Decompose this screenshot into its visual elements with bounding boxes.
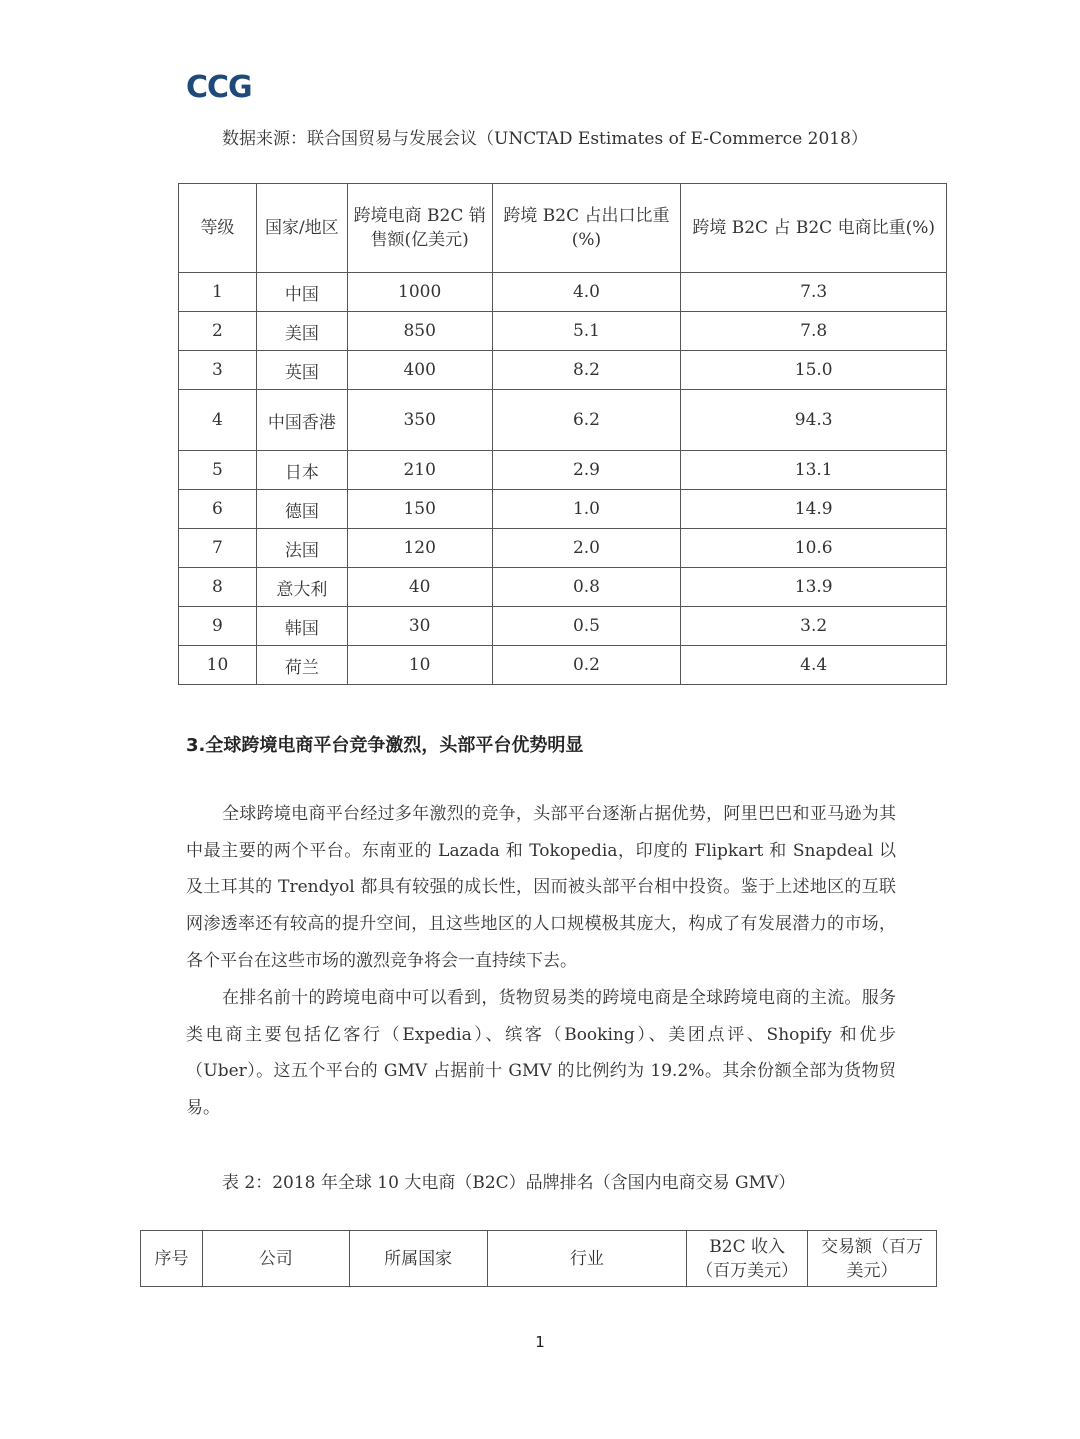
cell-export-share: 4.0 (492, 273, 681, 312)
table-row (179, 607, 947, 646)
cell-sales: 400 (347, 351, 492, 390)
cell-country: 中国 (256, 273, 347, 312)
cell-country: 中国香港 (256, 390, 347, 451)
cell-country: 日本 (256, 451, 347, 490)
table-row (179, 490, 947, 529)
cell-b2c-share: 14.9 (681, 490, 947, 529)
cell-country: 韩国 (256, 607, 347, 646)
cell-sales: 150 (347, 490, 492, 529)
body-paragraph: 全球跨境电商平台经过多年激烈的竞争，头部平台逐渐占据优势，阿里巴巴和亚马逊为其中最主要的两个平台。东南亚的 Lazada 和 Tokopedia，印度的 Flipkart 和 Snapdeal 以及土耳其的 Trendyol 都具有较强的成长性，因而被头部平台相中投资。鉴于上述地区的互联网渗透率还有较高的提升空间，且这些地区的人口规模极其庞大，构成了有发展潜力的市场，各个平台在这些市场的激烈竞争将会一直持续下去。 (186, 804, 896, 971)
cell-rank: 10 (179, 646, 257, 685)
cell-export-share: 6.2 (492, 390, 681, 451)
cell-b2c-share: 10.6 (681, 529, 947, 568)
cell-sales: 30 (347, 607, 492, 646)
top10-ecommerce-table (140, 1230, 937, 1287)
table-row (179, 351, 947, 390)
cell-export-share: 2.0 (492, 529, 681, 568)
header-company: 公司 (202, 1231, 349, 1287)
data-source-note: 数据来源：联合国贸易与发展会议（UNCTAD Estimates of E-Commerce 2018） (222, 129, 868, 149)
cell-rank: 9 (179, 607, 257, 646)
cell-rank: 8 (179, 568, 257, 607)
table-row (179, 312, 947, 351)
cell-rank: 2 (179, 312, 257, 351)
cell-rank: 5 (179, 451, 257, 490)
cell-sales: 120 (347, 529, 492, 568)
table-row (179, 568, 947, 607)
page-number: 1 (535, 1333, 545, 1351)
cell-sales: 850 (347, 312, 492, 351)
cell-rank: 7 (179, 529, 257, 568)
cell-country: 荷兰 (256, 646, 347, 685)
cell-country: 德国 (256, 490, 347, 529)
header-country: 国家/地区 (256, 184, 347, 273)
cell-b2c-share: 94.3 (681, 390, 947, 451)
table-row (179, 451, 947, 490)
cell-b2c-share: 7.3 (681, 273, 947, 312)
ccg-logo: CCG (186, 70, 252, 105)
cell-country: 美国 (256, 312, 347, 351)
cell-export-share: 2.9 (492, 451, 681, 490)
cell-rank: 1 (179, 273, 257, 312)
cell-b2c-share: 15.0 (681, 351, 947, 390)
cell-export-share: 0.2 (492, 646, 681, 685)
cell-sales: 10 (347, 646, 492, 685)
cell-export-share: 1.0 (492, 490, 681, 529)
table-row (179, 390, 947, 451)
header-export-share: 跨境 B2C 占出口比重(%) (492, 184, 681, 273)
table-row (179, 646, 947, 685)
cell-export-share: 0.8 (492, 568, 681, 607)
header-b2c-revenue: B2C 收入（百万美元） (687, 1231, 808, 1287)
header-industry: 行业 (487, 1231, 687, 1287)
b2c-ranking-table (178, 183, 947, 685)
cell-b2c-share: 3.2 (681, 607, 947, 646)
table-header-row (141, 1231, 937, 1287)
cell-country: 英国 (256, 351, 347, 390)
table-row (179, 529, 947, 568)
cell-export-share: 8.2 (492, 351, 681, 390)
cell-sales: 350 (347, 390, 492, 451)
cell-b2c-share: 13.9 (681, 568, 947, 607)
header-sales: 跨境电商 B2C 销售额(亿美元) (347, 184, 492, 273)
cell-sales: 40 (347, 568, 492, 607)
header-index: 序号 (141, 1231, 203, 1287)
cell-country: 意大利 (256, 568, 347, 607)
table-row (179, 273, 947, 312)
section-heading: 3.全球跨境电商平台竞争激烈，头部平台优势明显 (186, 735, 584, 756)
body-paragraph: 在排名前十的跨境电商中可以看到，货物贸易类的跨境电商是全球跨境电商的主流。服务类电商主要包括亿客行（Expedia）、缤客（Booking）、美团点评、Shopify 和优步（Uber）。这五个平台的 GMV 占据前十 GMV 的比例约为 19.2%。其余份额全部为货物贸易。 (186, 988, 896, 1119)
cell-b2c-share: 4.4 (681, 646, 947, 685)
cell-rank: 3 (179, 351, 257, 390)
cell-rank: 6 (179, 490, 257, 529)
cell-rank: 4 (179, 390, 257, 451)
header-country: 所属国家 (349, 1231, 487, 1287)
header-rank: 等级 (179, 184, 257, 273)
cell-sales: 1000 (347, 273, 492, 312)
cell-b2c-share: 7.8 (681, 312, 947, 351)
table-header-row (179, 184, 947, 273)
cell-country: 法国 (256, 529, 347, 568)
cell-b2c-share: 13.1 (681, 451, 947, 490)
table-caption: 表 2：2018 年全球 10 大电商（B2C）品牌排名（含国内电商交易 GMV） (222, 1173, 796, 1193)
header-b2c-share: 跨境 B2C 占 B2C 电商比重(%) (681, 184, 947, 273)
cell-export-share: 5.1 (492, 312, 681, 351)
cell-export-share: 0.5 (492, 607, 681, 646)
header-gmv: 交易额（百万美元） (808, 1231, 937, 1287)
cell-sales: 210 (347, 451, 492, 490)
